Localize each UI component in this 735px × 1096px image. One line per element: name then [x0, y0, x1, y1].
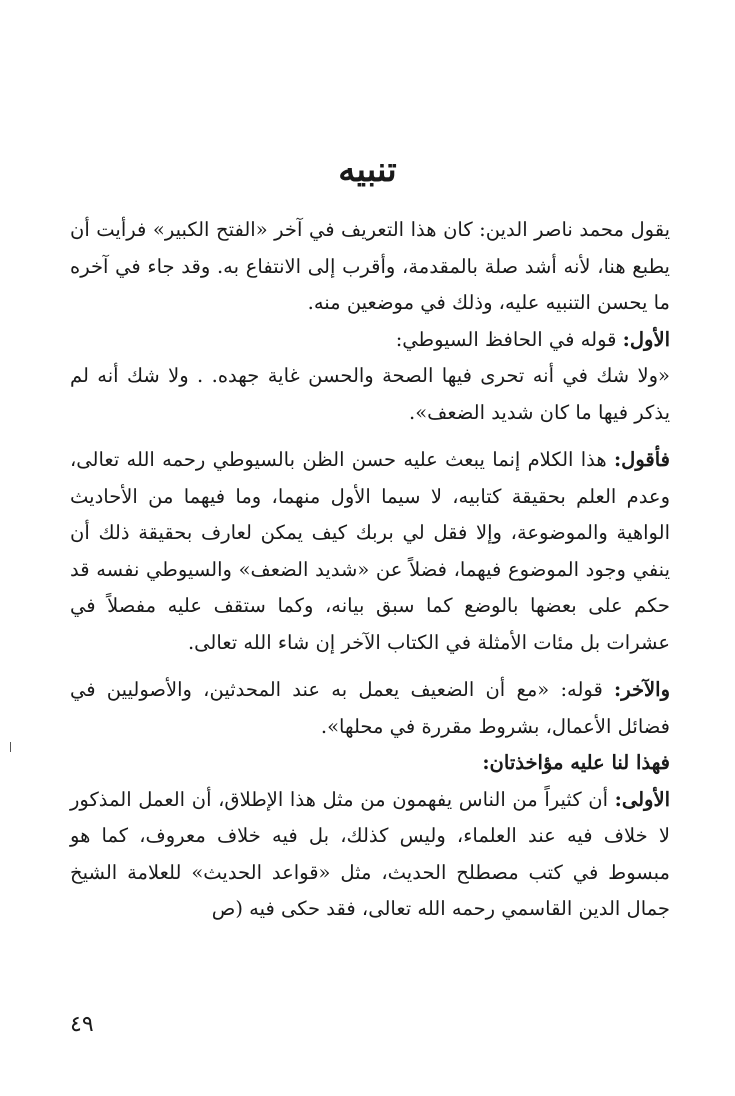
paragraph-objection-1 [70, 782, 670, 928]
page-title: تنبيه [338, 150, 397, 190]
paragraph-response [70, 442, 670, 661]
paragraph-label: الأول: [622, 327, 670, 351]
paragraph-text: هذا الكلام إنما يبعث عليه حسن الظن بالسيوطي رحمه الله تعالى، وعدم العلم بحقيقة كتابيه، لا سيما الأول منهما، وما فيهما من الأحاديث الواهية والموضوعة، وإلا فقل لي بربك كيف يمكن لعارف بحقيقة ذلك أن ينفي وجود الموضوع فيهما، فضلاً عن «شديد الضعف» والسيوطي نفسه قد حكم على بعضها بالوضع كما سبق بيانه، وكما ستقف عليه مفصلاً في عشرات بل مئات الأمثلة في الكتاب الآخر إن شاء الله تعالى. [70, 448, 670, 654]
paragraph-intro [70, 212, 670, 322]
page-number: ٤٩ [70, 1012, 94, 1037]
paragraph-text: قوله: «مع أن الضعيف يعمل به عند المحدثين، والأصوليين في فضائل الأعمال، بشروط مقررة في محلها». [70, 678, 670, 738]
paragraph-second-point [70, 672, 670, 745]
paragraph-text: قوله في الحافظ السيوطي: [395, 327, 623, 351]
paragraph-text: أن كثيراً من الناس يفهمون من مثل هذا الإطلاق، أن العمل المذكور لا خلاف فيه عند العلماء، وليس كذلك، بل فيه خلاف معروف، كما هو مبسوط في كتب مصطلح الحديث، مثل «قواعد الحديث» للعلامة الشيخ جمال الدين القاسمي رحمه الله تعالى، فقد حكى فيه (ص [70, 787, 670, 920]
paragraph-first-point [70, 322, 670, 359]
paragraph-heading [70, 745, 670, 782]
paragraph-label: فهذا لنا عليه مؤاخذتان: [482, 751, 670, 774]
margin-mark [10, 742, 11, 752]
paragraph-text: يقول محمد ناصر الدين: كان هذا التعريف في آخر «الفتح الكبير» فرأيت أن يطبع هنا، لأنه أشد صلة بالمقدمة، وأقرب إلى الانتفاع به. وقد جاء في آخره ما يحسن التنبيه عليه، وذلك في موضعين منه. [70, 218, 670, 314]
paragraph-quote-1 [70, 358, 670, 431]
paragraph-label: الأولى: [614, 787, 670, 811]
paragraph-label: والآخر: [614, 678, 670, 701]
body-text [70, 212, 670, 928]
paragraph-label: فأقول: [613, 448, 670, 471]
paragraph-text: «ولا شك في أنه تحرى فيها الصحة والحسن غاية جهده. . ولا شك أنه لم يذكر فيها ما كان شديد الضعف». [70, 364, 670, 424]
